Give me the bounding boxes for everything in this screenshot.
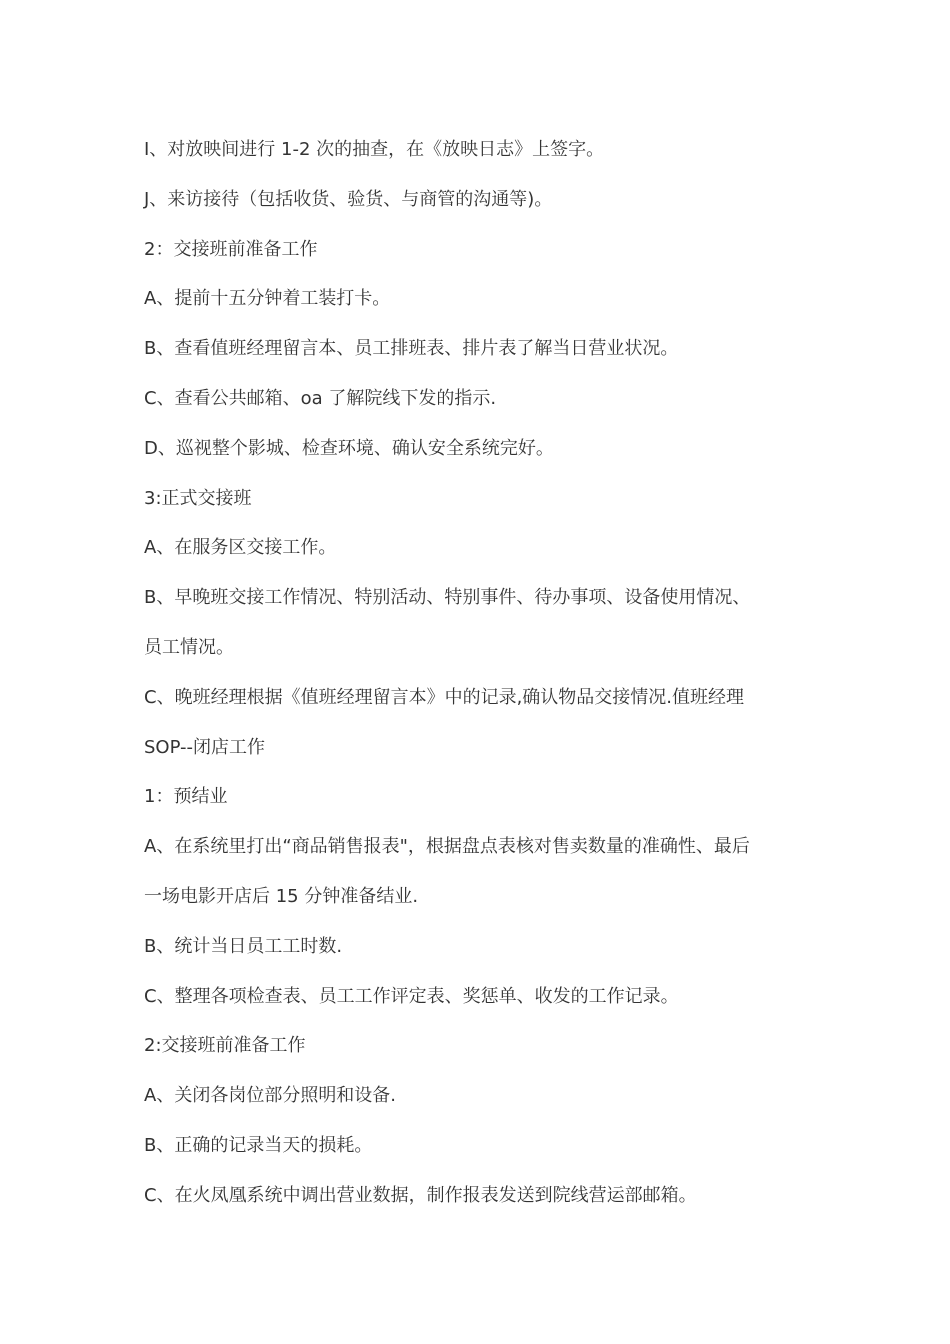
text-line: B、早晚班交接工作情况、特别活动、特别事件、待办事项、设备使用情况、 bbox=[144, 587, 751, 609]
text-line: B、正确的记录当天的损耗。 bbox=[144, 1134, 373, 1156]
text-line: 员工情况。 bbox=[144, 636, 234, 658]
section-heading: 2：交接班前准备工作 bbox=[144, 238, 318, 260]
section-heading: 1：预结业 bbox=[144, 786, 228, 808]
text-line: C、整理各项检查表、员工工作评定表、奖惩单、收发的工作记录。 bbox=[144, 985, 679, 1007]
text-line: B、查看值班经理留言本、员工排班表、排片表了解当日营业状况。 bbox=[144, 338, 679, 360]
section-heading: 3:正式交接班 bbox=[144, 487, 252, 509]
document-body bbox=[144, 130, 834, 1226]
section-heading: SOP--闭店工作 bbox=[144, 736, 266, 758]
text-line: C、晚班经理根据《值班经理留言本》中的记录,确认物品交接情况.值班经理 bbox=[144, 686, 745, 708]
text-line: A、提前十五分钟着工装打卡。 bbox=[144, 288, 391, 310]
text-line: A、在系统里打出“商品销售报表"，根据盘点表核对售卖数量的准确性、最后 bbox=[144, 836, 750, 858]
text-line: I、对放映间进行 1-2 次的抽查，在《放映日志》上签字。 bbox=[144, 139, 605, 160]
text-line: A、在服务区交接工作。 bbox=[144, 537, 337, 559]
text-line: A、关闭各岗位部分照明和设备. bbox=[144, 1085, 397, 1107]
text-line: C、在火凤凰系统中调出营业数据，制作报表发送到院线营运部邮箱。 bbox=[144, 1184, 697, 1206]
text-line: D、巡视整个影城、检查环境、确认安全系统完好。 bbox=[144, 437, 554, 459]
text-line: 一场电影开店后 15 分钟准备结业. bbox=[144, 885, 419, 907]
text-line: C、查看公共邮箱、oa 了解院线下发的指示. bbox=[144, 387, 497, 409]
section-heading: 2:交接班前准备工作 bbox=[144, 1035, 306, 1057]
text-line: B、统计当日员工工时数. bbox=[144, 935, 343, 957]
text-line: J、来访接待（包括收货、验货、与商管的沟通等)。 bbox=[144, 188, 553, 210]
